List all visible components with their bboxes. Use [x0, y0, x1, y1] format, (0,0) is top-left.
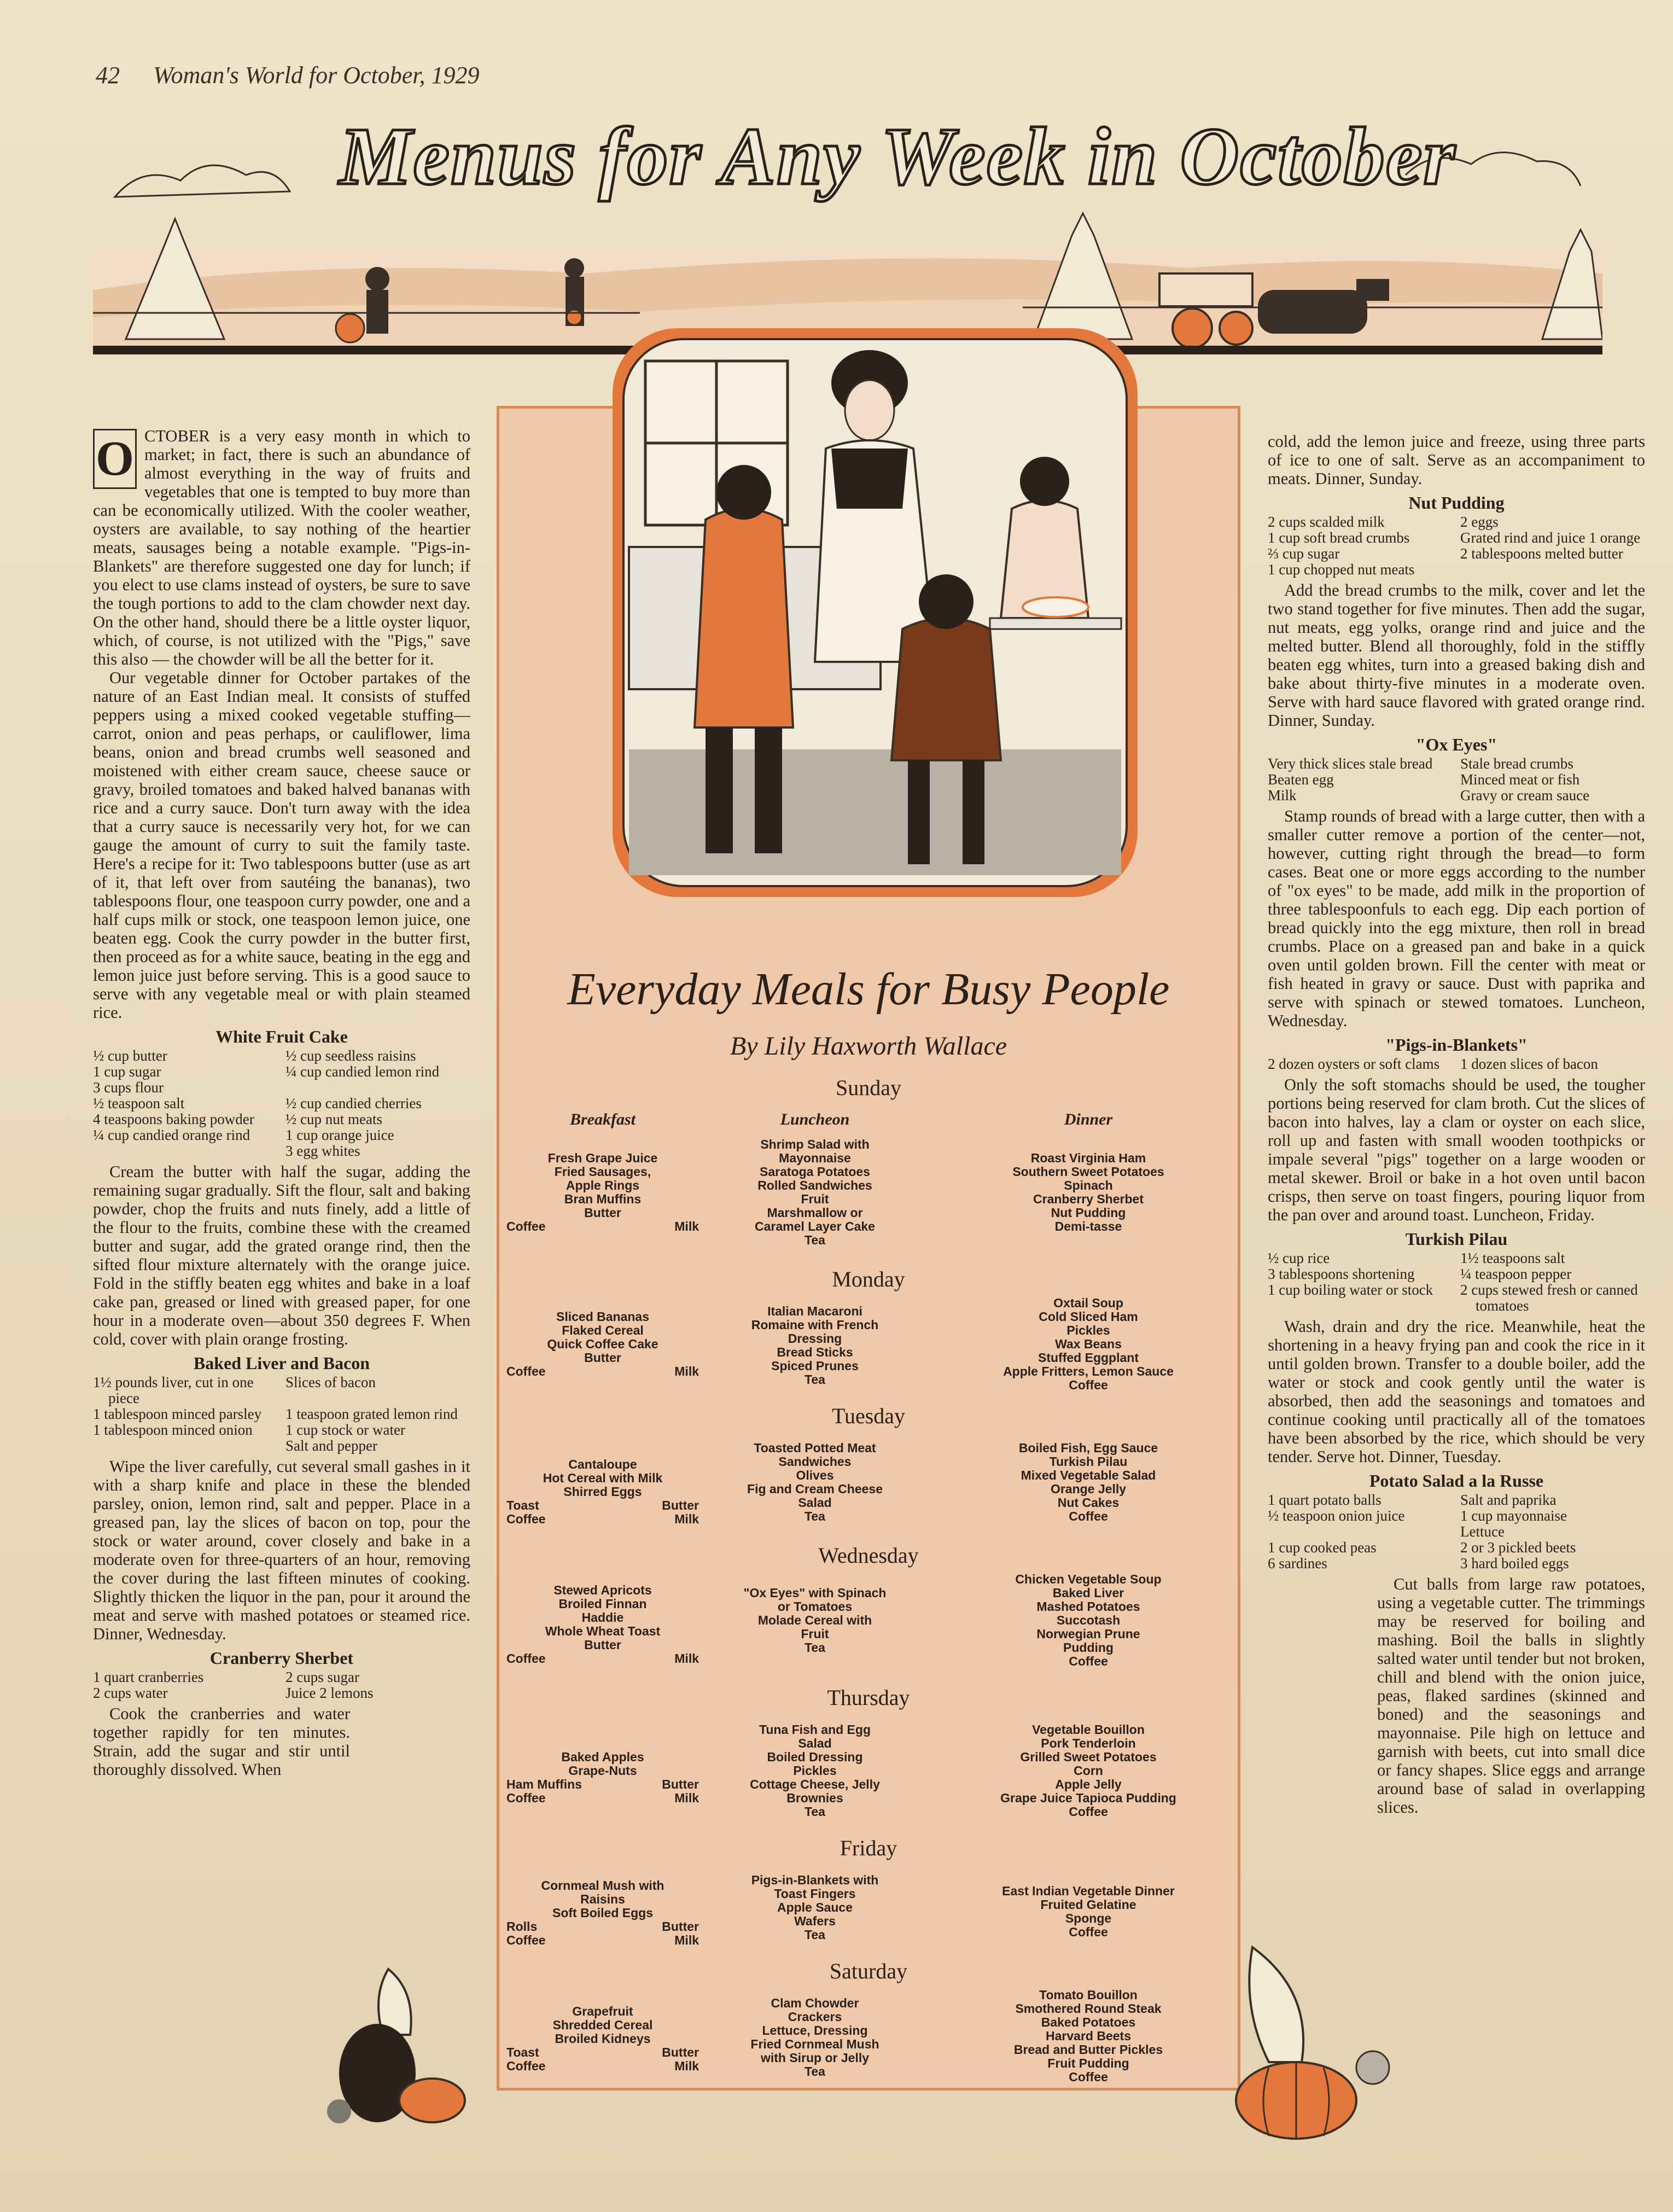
sherbet-title: Cranberry Sherbet: [209, 1648, 354, 1668]
saturday-dinner: Tomato Bouillon Smothered Round Steak Baked Potatoes Harvard Beets Bread and Butter Pickles Fruit Pudding Coffee: [1013, 1988, 1163, 2084]
saturday-breakfast: Grapefruit Shredded Cereal Broiled Kidneys Toast Butter Coffee Milk: [506, 2004, 699, 2073]
byline: By Lily Haxworth Wallace: [730, 1032, 1007, 1061]
saturday-luncheon: Clam Chowder Crackers Lettuce, Dressing Fried Cornmeal Mush with Sirup or Jelly Tea: [750, 1996, 879, 2079]
sherbet-method: Cook the cranberries and water together rapidly for ten minutes. Strain, add the sugar and stir until thoroughly dissolved. When: [93, 1704, 350, 1779]
tuesday-breakfast: Cantaloupe Hot Cereal with Milk Shirred Eggs Toast Butter Coffee Milk: [506, 1457, 699, 1526]
everyday-meals-title: Everyday Meals for Busy People: [567, 964, 1170, 1015]
gourd-corn-decoration: [306, 1947, 487, 2128]
pigs-title: "Pigs-in-Blankets": [1385, 1035, 1528, 1055]
pigs-ingredients: 2 dozen oysters or soft clams 1 dozen slices of bacon: [1268, 1056, 1598, 1072]
ox-eyes-ingredients: Very thick slices stale bread Stale bread crumbs Beaten egg Minced meat or fish Milk Gravy or cream sauce: [1268, 755, 1590, 804]
sherbet-continued: cold, add the lemon juice and freeze, using three parts of ice to one of salt. Serve as an accompaniment to meats. Dinner, Sunday.: [1268, 432, 1645, 488]
day-friday: Friday: [840, 1836, 897, 1860]
sunday-breakfast: Fresh Grape Juice Fried Sausages, Apple Rings Bran Muffins Butter Coffee Milk: [506, 1151, 699, 1233]
luncheon-header: Luncheon: [780, 1110, 850, 1128]
tuesday-luncheon: Toasted Potted Meat Sandwiches Olives Fig and Cream Cheese Salad Tea: [747, 1441, 883, 1523]
nut-pudding-method: Add the bread crumbs to the milk, cover and let the two stand together for five minutes. Then add the sugar, nut meats, egg yolks, orange rind and juice and the melted butter. Blend all thoroughly, fold in the stiffly beaten egg whites, turn into a greased baking dish and bake about thirty-five minutes in a moderate oven. Serve with hard sauce flavored with grated orange rind. Dinner, Sunday.: [1268, 581, 1645, 730]
monday-dinner: Oxtail Soup Cold Sliced Ham Pickles Wax Beans Stuffed Eggplant Apple Fritters, Lemon Sauce Coffee: [1003, 1296, 1174, 1392]
kitchen-family-illustration: [596, 312, 1154, 913]
fruit-cake-method: Cream the butter with half the sugar, adding the remaining sugar gradually. Sift the flour, salt and baking powder, chop the fruits and nuts finely, add a little of the flour to the fruits, combine these with the creamed butter and sugar, add the grated orange rind, then the sifted flour mixture alternately with the orange juice. Fold in the stiffly beaten egg whites and bake in a loaf cake pan, greased or lined with greased paper, for one hour in a moderate oven—about 350 degrees F. When cold, cover with plain orange frosting.: [93, 1162, 470, 1348]
liver-method: Wipe the liver carefully, cut several small gashes in it with a sharp knife and place in these the blended parsley, onion, lemon rind, salt and pepper. Place in a greased pan, lay the slices of bacon on top, pour the stock or water around, cover closely and bake in a moderate oven for three-quarters of an hour, removing the cover during the last fifteen minutes of cooking. Slightly thicken the liquor in the pan, pour it around the meat and serve with mashed potatoes or steamed rice. Dinner, Wednesday.: [93, 1457, 470, 1643]
nut-pudding-title: Nut Pudding: [1408, 493, 1505, 513]
liver-ingredients: 1½ pounds liver, cut in one piece Slices of bacon 1 tablespoon minced parsley 1 teaspoon grated lemon rind 1 tablespoon minced onion 1 cup stock or water Salt and pepper: [93, 1374, 458, 1454]
day-saturday: Saturday: [829, 1959, 908, 1983]
day-thursday: Thursday: [827, 1685, 910, 1710]
pilau-method: Wash, drain and dry the rice. Meanwhile, heat the shortening in a heavy frying pan and cook the rice in it until golden brown. Transfer to a double boiler, add the water or stock and cook gently until the water is absorbed, then add the seasonings and tomatoes and continue cooking until practically all of the tomatoes have been absorbed by the rice, which should be very tender. Serve hot. Dinner, Tuesday.: [1268, 1317, 1645, 1466]
wednesday-breakfast: Stewed Apricots Broiled Finnan Haddie Whole Wheat Toast Butter Coffee Milk: [506, 1583, 699, 1666]
sherbet-ingredients: 1 quart cranberries 2 cups sugar 2 cups water Juice 2 lemons: [93, 1669, 374, 1701]
pilau-ingredients: ½ cup rice 1½ teaspoons salt 3 tablespoons shortening ¼ teaspoon pepper 1 cup boiling water or stock 2 cups stewed fresh or canned tomatoes: [1268, 1250, 1638, 1314]
monday-luncheon: Italian Macaroni Romaine with French Dressing Bread Sticks Spiced Prunes Tea: [751, 1304, 879, 1387]
day-monday: Monday: [832, 1267, 905, 1291]
intro-paragraph: CTOBER is a very easy month in which to market; in fact, there is such an abundance of almost everything in the way of fruits and vegetables that one is tempted to buy more than can be economically utilized. With the cooler weather, oysters are available, to say nothing of the heartier meats, sausages being a notable example. "Pigs-in-Blankets" are therefore suggested one day for lunch; if you elect to use clams instead of oysters, be sure to save the tough portions to add to the clam chowder next day. On the other hand, should there be a little oyster liquor, which, of course, is not utilized with the "Pigs," save this also — the chowder will be all the better for it.: [93, 427, 470, 668]
day-tuesday: Tuesday: [831, 1404, 906, 1428]
running-head: [96, 61, 480, 89]
tuesday-dinner: Boiled Fish, Egg Sauce Turkish Pilau Mixed Vegetable Salad Orange Jelly Nut Cakes Coffee: [1018, 1441, 1158, 1523]
publication-title: Woman's World for October, 1929: [153, 62, 480, 89]
day-sunday: Sunday: [836, 1075, 901, 1100]
dinner-header: Dinner: [1064, 1110, 1113, 1128]
liver-title: Baked Liver and Bacon: [193, 1353, 370, 1373]
curry-paragraph: Our vegetable dinner for October partakes of the nature of an East Indian meal. It consists of stuffed peppers using a mixed cooked vegetable stuffing—carrot, onion and peas perhaps, or cauliflower, lima beans, onion and bread crumbs well seasoned and moistened with either cream sauce, cheese sauce or gravy, broiled tomatoes and baked halved bananas with rice and a curry sauce. Don't turn away with the idea that a curry sauce is necessarily very hot, for we can gauge the amount of curry to suit the family taste. Here's a recipe for it: Two tablespoons butter (use as art of it, that left over from sautéing the bananas), two tablespoons flour, one teaspoon curry powder, one and a half cups milk or stock, one teaspoon lemon juice, one beaten egg. Cook the curry powder in the butter first, then proceed as for a white sauce, beating in the egg and lemon juice just before serving. This is a good sauce to serve with any vegetable meal or with plain steamed rice.: [93, 668, 470, 1022]
pilau-title: Turkish Pilau: [1405, 1229, 1508, 1249]
fruit-cake-title: White Fruit Cake: [215, 1027, 348, 1046]
breakfast-header: Breakfast: [570, 1110, 636, 1128]
friday-dinner: East Indian Vegetable Dinner Fruited Gelatine Sponge Coffee: [1002, 1884, 1175, 1939]
wednesday-luncheon: "Ox Eyes" with Spinach or Tomatoes Molade Cereal with Fruit Tea: [743, 1586, 887, 1655]
monday-breakfast: Sliced Bananas Flaked Cereal Quick Coffee Cake Butter Coffee Milk: [506, 1309, 699, 1378]
drop-cap: O: [93, 429, 137, 489]
wednesday-dinner: Chicken Vegetable Soup Baked Liver Mashed Potatoes Succotash Norwegian Prune Pudding Coffee: [1015, 1572, 1162, 1668]
pigs-method: Only the soft stomachs should be used, the tougher portions being reserved for clam broth. Cut the slices of bacon into halves, lay a clam or oyster on each slice, roll up and fasten with small wooden toothpicks or impale several "pigs" together on a large wooden or metal skewer. Broil or bake in a hot oven until bacon crisps, then serve on toast fingers, pouring liquor from the pan over and around toast. Luncheon, Friday.: [1268, 1075, 1645, 1224]
thursday-breakfast: Baked Apples Grape-Nuts Ham Muffins Butter Coffee Milk: [506, 1750, 699, 1805]
fruit-cake-ingredients: ½ cup butter ½ cup seedless raisins 1 cup sugar ¼ cup candied lemon rind 3 cups flour ½ teaspoon salt ½ cup candied cherries 4 teaspoons baking powder ½ cup nut meats ¼ cup candied orange rind 1 cup orange juice 3 egg whites: [93, 1047, 440, 1159]
page-headline: Menus for Any Week in October: [339, 111, 1456, 202]
nut-pudding-ingredients: 2 cups scalded milk 2 eggs 1 cup soft bread crumbs Grated rind and juice 1 orange ⅔ cup sugar 2 tablespoons melted butter 1 cup chopped nut meats: [1268, 514, 1641, 578]
potato-salad-method: Cut balls from large raw potatoes, using a vegetable cutter. The trimmings may be reserved for boiling and mashing. Boil the balls in slightly salted water until tender but not broken, chill and blend with the onion juice, peas, flaked sardines (skinned and boned) and the seasonings and mayonnaise. Pile high on lettuce and garnish with beets, cut into small dice or fancy shapes. Slice eggs and arrange around base of salad in overlapping slices.: [1377, 1575, 1645, 1817]
thursday-dinner: Vegetable Bouillon Pork Tenderloin Grilled Sweet Potatoes Corn Apple Jelly Grape Juice Tapioca Pudding Coffee: [1000, 1722, 1176, 1819]
potato-salad-title: Potato Salad a la Russe: [1369, 1471, 1544, 1491]
sunday-dinner: Roast Virginia Ham Southern Sweet Potatoes Spinach Cranberry Sherbet Nut Pudding Demi-tasse: [1012, 1151, 1164, 1233]
ox-eyes-title: "Ox Eyes": [1415, 735, 1497, 754]
page-number: 42: [96, 62, 120, 89]
sunday-luncheon: Shrimp Salad with Mayonnaise Saratoga Potatoes Rolled Sandwiches Fruit Marshmallow or Caramel Layer Cake Tea: [755, 1137, 875, 1247]
friday-luncheon: Pigs-in-Blankets with Toast Fingers Apple Sauce Wafers Tea: [751, 1873, 879, 1942]
friday-breakfast: Cornmeal Mush with Raisins Soft Boiled Eggs Rolls Butter Coffee Milk: [506, 1878, 699, 1947]
day-wednesday: Wednesday: [818, 1543, 919, 1568]
potato-salad-ingredients: 1 quart potato balls Salt and paprika ½ teaspoon onion juice 1 cup mayonnaise Lettuce 1 cup cooked peas 2 or 3 pickled beets 6 sardines 3 hard boiled eggs: [1268, 1492, 1576, 1571]
pumpkin-corn-decoration: [1220, 1925, 1427, 2144]
left-article-column: [93, 427, 470, 1779]
ox-eyes-method: Stamp rounds of bread with a large cutter, then with a smaller cutter remove a portion of the center—not, however, cutting right through the bread—to form cases. Beat one or more eggs according to the number of "ox eyes" to be made, add milk in the proportion of three tablespoonfuls to each egg. Dip each portion of bread quickly into the egg mixture, then roll in bread crumbs. Place on a greased pan and bake in a quick oven until golden brown. Fill the center with meat or fish heated in gravy or sauce. Dust with paprika and serve with spinach or stewed tomatoes. Luncheon, Wednesday.: [1268, 807, 1645, 1030]
thursday-luncheon: Tuna Fish and Egg Salad Boiled Dressing Pickles Cottage Cheese, Jelly Brownies Tea: [750, 1722, 880, 1819]
right-article-column: [1268, 432, 1645, 1817]
